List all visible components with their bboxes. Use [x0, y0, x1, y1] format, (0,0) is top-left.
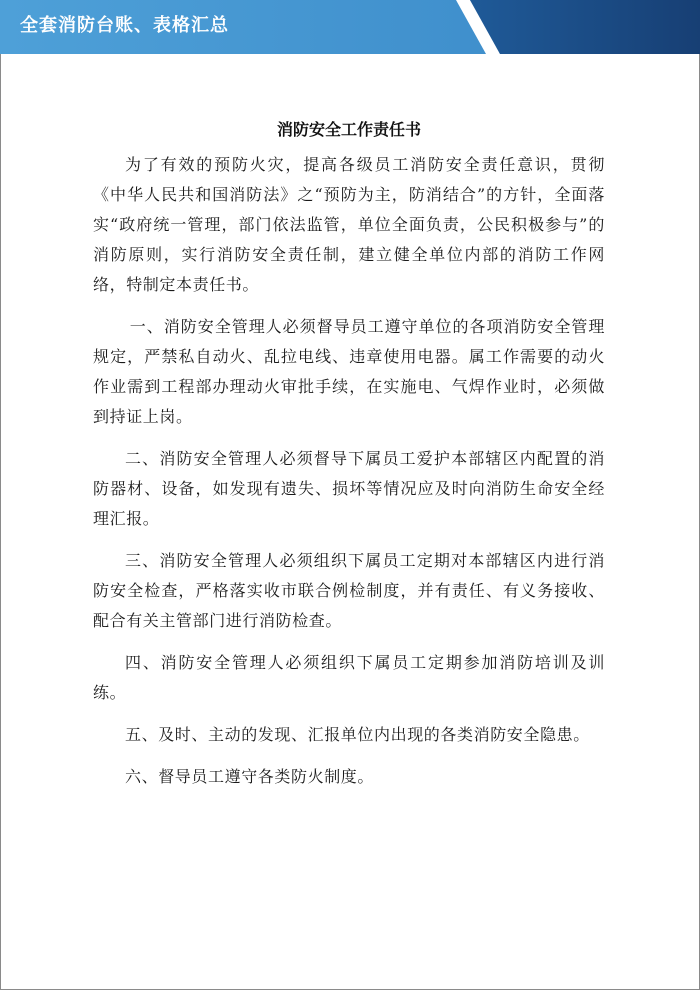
banner-title: 全套消防台账、表格汇总 [20, 15, 229, 36]
banner-dark-band [470, 0, 700, 54]
paragraph-clause-2: 二、消防安全管理人必须督导下属员工爱护本部辖区内配置的消防器材、设备，如发现有遗失、损坏等情况应及时向消防生命安全经理汇报。 [93, 449, 605, 528]
paragraph-intro: 为了有效的预防火灾，提高各级员工消防安全责任意识，贯彻《中华人民共和国消防法》之“预防为主，防消结合”的方针，全面落实“政府统一管理，部门依法监管，单位全面负责，公民积极参与”的消防原则，实行消防安全责任制，建立健全单位内部的消防工作网络，特制定本责任书。 [93, 155, 605, 294]
paragraph-clause-6: 六、督导员工遵守各类防火制度。 [125, 767, 375, 786]
paragraph-clause-1: 一、消防安全管理人必须督导员工遵守单位的各项消防安全管理规定，严禁私自动火、乱拉电线、违章使用电器。属工作需要的动火作业需到工程部办理动火审批手续，在实施电、气焊作业时，必须做到持证上岗。 [93, 317, 605, 426]
paragraph-clause-5: 五、及时、主动的发现、汇报单位内出现的各类消防安全隐患。 [125, 725, 590, 744]
header-banner [0, 0, 700, 54]
paragraph-clause-3: 三、消防安全管理人必须组织下属员工定期对本部辖区内进行消防安全检查，严格落实收市联合例检制度，并有责任、有义务接收、配合有关主管部门进行消防检查。 [93, 551, 605, 630]
paragraph-clause-4: 四、消防安全管理人必须组织下属员工定期参加消防培训及训练。 [93, 653, 605, 702]
document-title: 消防安全工作责任书 [276, 120, 421, 139]
document-body [93, 118, 605, 804]
